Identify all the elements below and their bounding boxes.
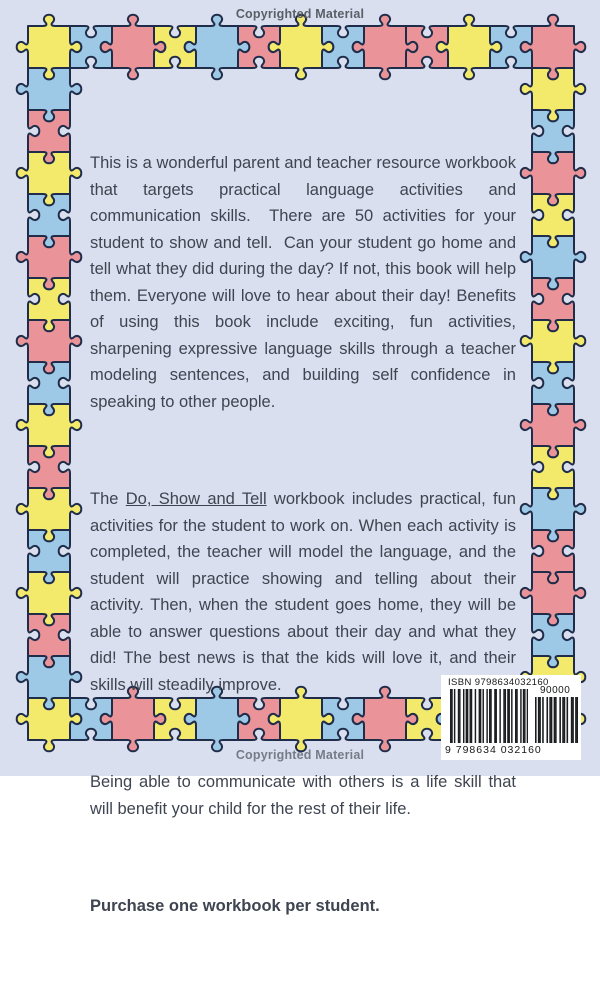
barcode-main-bars	[450, 689, 528, 743]
paragraph-workbook	[90, 486, 521, 698]
puzzle-piece	[521, 15, 586, 80]
puzzle-piece	[269, 15, 334, 80]
paragraph-life-skill: Being able to communicate with others is a life skill that will benefit your child for the rest of their life.	[90, 773, 521, 818]
puzzle-piece	[353, 15, 418, 80]
back-cover-text	[90, 97, 521, 991]
watermark-top: Copyrighted Material	[235, 7, 365, 21]
paragraph-purchase: Purchase one workbook per student.	[90, 897, 380, 915]
paragraph-workbook-rest: workbook includes practical, fun activities for the student to work on. When each activity is completed, the teacher will model the language, and the student will practice showing and telling about their activity. Then, when the student goes home, they will be able to answer questions about their day and what they did! The best news is that the kids will love it, and their skills will steadily improve.	[90, 490, 521, 694]
barcode-price-bars	[535, 697, 578, 743]
book-title-phrase: Do, Show and Tell	[125, 490, 267, 508]
puzzle-piece	[101, 15, 166, 80]
barcode-isbn-label: ISBN 9798634032160	[448, 677, 549, 688]
puzzle-piece	[185, 15, 250, 80]
puzzle-piece	[17, 15, 82, 80]
paragraph-workbook-lead: The	[90, 490, 126, 508]
paragraph-intro: This is a wonderful parent and teacher resource workbook that targets practical language activities and communication skills. There are 50 activities for your student to show and tell. Can your student go home and tell what they did during the day? If not, this book will help them. Everyone will love to hear about their day! Benefits of using this book include exciting, fun activities, sharpening expressive language skills through a teacher modeling sentences, and building self confidence in speaking to other people.	[90, 154, 521, 411]
puzzle-piece	[437, 15, 502, 80]
watermark-bottom: Copyrighted Material	[235, 748, 365, 762]
barcode-price-code: 90000	[540, 685, 571, 696]
barcode-digits: 9 798634 032160	[445, 744, 542, 756]
